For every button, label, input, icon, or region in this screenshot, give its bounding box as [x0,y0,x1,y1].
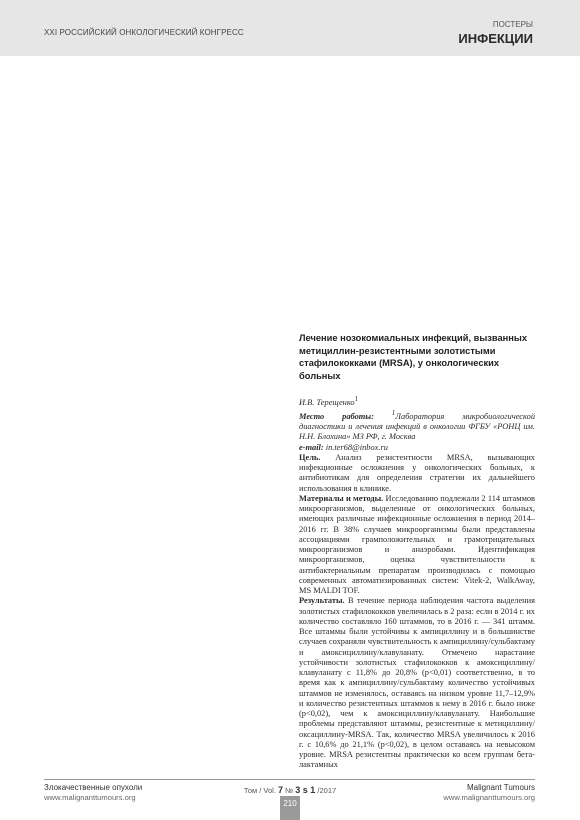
methods-label: Материалы и методы. [299,493,384,503]
workplace [299,408,535,443]
results-label: Результаты. [299,596,345,606]
methods-text: Исследованию подлежали 2 114 штаммов микроорганизмов, выделенные от онкологических больных, имеющих различные инфекционные осложнения в период 2014–2016 гг. В 38% случаев микроорганизмы были представлены ассоциациями грамположительных и грамотрицательных микроорганизмов и анаэробами. Идентификация микроорганизмов, оценка чувствительности к антибактериальным препаратам производилась с помощью современных автоматизированных систем: Vitek-2, WalkAway, MS MALDI TOF. [299,493,536,596]
page-header [0,0,580,56]
footer-left [44,783,142,803]
section-topic: ИНФЕКЦИИ [458,31,533,46]
article [299,332,535,771]
workplace-text: Лаборатория микробиологической диагностики и лечения инфекций в онкологии ФГБУ «РОНЦ им. Н.Н. Блохина» МЗ РФ, г. Москва [299,411,536,442]
footer-right [443,783,535,803]
email-label: e-mail: [299,442,324,452]
journal-url-left[interactable]: www.malignanttumours.org [44,793,136,802]
email-line [299,443,535,453]
issue-number: 3 s 1 [295,785,316,795]
aim-text: Анализ резистентности MRSA, вызывающих инфекционные осложнения у онкологических больных, к антибиотикам для определения стратегии их дальнейшего использования в клинике. [299,452,535,493]
volume-label: Том / Vol. [243,786,276,795]
issue-year: /2017 [317,786,337,795]
results-paragraph [299,596,535,770]
journal-name-en: Malignant Tumours [466,783,535,792]
workplace-mark: 1 [391,409,396,418]
journal-url-right[interactable]: www.malignanttumours.org [443,793,535,802]
issue-info [232,785,348,795]
article-title: Лечение нозокомиальных инфекций, вызванных метициллин-резистентными золотистыми стафилококками (MRSA), у онкологических больных [299,333,527,381]
page-number: 210 [280,796,300,820]
aim-paragraph [299,453,535,494]
aim-label: Цель. [299,452,321,462]
author-affiliation-mark: 1 [354,395,359,403]
email-link[interactable]: in.ter68@inbox.ru [325,442,388,452]
author-name: И.В. Терещенко [299,397,355,407]
workplace-label: Место работы: [299,411,374,421]
article-body [299,394,535,771]
journal-name-ru: Злокачественные опухоли [44,783,143,792]
footer-divider [44,779,535,780]
methods-paragraph [299,494,535,597]
section-label: ПОСТЕРЫ [492,20,533,29]
congress-name: XXI РОССИЙСКИЙ ОНКОЛОГИЧЕСКИЙ КОНГРЕСС [44,28,244,37]
results-text: В течение периода наблюдения частота выделения золотистых стафилококков увеличилась в 2 раза: если в 2014 г. их количество составляло 160 штаммов, то в 2016 г. — 341 штамм. Все штаммы были устойчивы к ампициллину и в большинстве случаев сохраняли чувствительность к ампициллину/сульбактаму и амоксициллину/клавуланату. Отмечено нарастание устойчивости золотистых стафилококков к амоксициллину/клавуланату с 11,8% до 20,8% (p<0,01) соответственно, в то время как к ампициллину/сульбактаму количество устойчивых штаммов не изменялось, оставаясь на низком уровне 11,7–12,9% и количество резистентных штаммов к нему в 2016 г. было ниже (p<0,02), чем к амоксициллину/клавуланату. Наибольшие проблемы представляют штаммы, резистентные к метициллину/оксациллину-MRSA. Так, количество MRSA увеличилось к 2016 г. с 10,6% до 21,1% (p<0,02), в целом оставаясь на невысоком уровне. MRSA резистентны практически ко всем группам бета-лактамных [299,596,535,770]
volume-number: 7 [278,785,284,795]
author-line [299,394,535,408]
issue-label: № [285,786,294,795]
